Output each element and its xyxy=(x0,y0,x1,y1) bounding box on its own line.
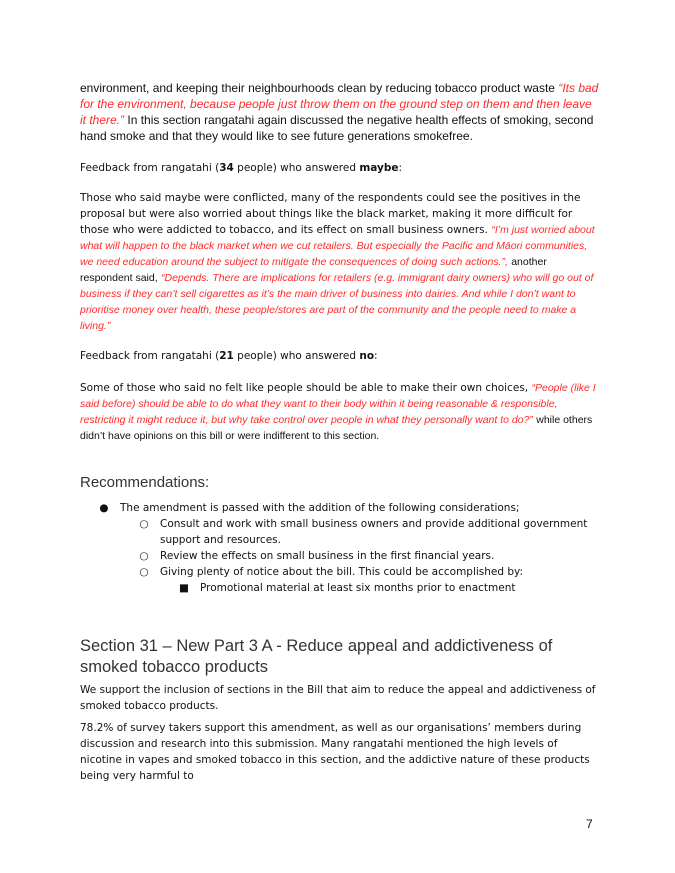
feedback-suffix: : xyxy=(398,162,403,174)
feedback-count: 34 xyxy=(219,162,234,174)
circle-bullet-icon: ○ xyxy=(139,566,149,578)
feedback-answer: maybe xyxy=(359,162,399,174)
list-item xyxy=(96,580,596,596)
list-item xyxy=(96,564,596,580)
section-31-paragraph-2: 78.2% of survey takers support this amendment, as well as our organisations’ members during discussion and research into this submission. Many rangatahi mentioned the high levels of nicotine in vapes and smoked tobacco in this section, and the addictive nature of these products being very harmful to xyxy=(80,722,590,782)
recommendations-list xyxy=(96,500,596,596)
paragraph-environment xyxy=(80,80,600,144)
paragraph-text: environment, and keeping their neighbourhoods clean by reducing tobacco product waste xyxy=(80,81,555,95)
list-item xyxy=(96,500,596,516)
page-number: 7 xyxy=(586,817,593,831)
feedback-prefix: Feedback from rangatahi ( xyxy=(80,350,220,362)
list-item xyxy=(96,548,596,564)
feedback-answer: no xyxy=(359,350,375,362)
circle-bullet-icon: ○ xyxy=(139,518,149,530)
feedback-prefix: Feedback from rangatahi ( xyxy=(80,162,220,174)
list-item-text: The amendment is passed with the addition of the following considerations; xyxy=(120,502,520,514)
list-item-text: Consult and work with small business owners and provide additional government support and resources. xyxy=(160,518,588,546)
paragraph-maybe xyxy=(80,190,600,334)
feedback-maybe-heading xyxy=(80,160,600,176)
paragraph-text: Those who said maybe were conflicted, many of the respondents could see the positives in the proposal but were also worried about things like the black market, making it more difficult for those who were addicted to tobacco, and its effect on small business owners. xyxy=(80,192,581,236)
section-31-paragraph-1: We support the inclusion of sections in the Bill that aim to reduce the appeal and addictiveness of smoked tobacco products. xyxy=(80,684,596,712)
list-item-text: Review the effects on small business in the first financial years. xyxy=(160,550,495,562)
list-item xyxy=(96,516,596,548)
bullet-icon: ● xyxy=(99,502,109,514)
feedback-mid: people) who answered xyxy=(233,162,360,174)
feedback-no-heading xyxy=(80,348,600,364)
quote-environment: “Its bad for the environment, because people just throw them on the ground step on them and then leave it there.” xyxy=(80,81,599,127)
section-31-heading: Section 31 – New Part 3 A - Reduce appeal and addictiveness of smoked tobacco products xyxy=(80,637,553,676)
paragraph-text-tail: while others didn’t have opinions on this bill or were indifferent to this section. xyxy=(80,414,593,442)
quote-black-market: “I’m just worried about what will happen to the black market when we cut retailers. But especially the Pacific and Māori communities, we need education around the subject to mitigate the consequences of doing such actions.”, xyxy=(80,224,595,268)
square-bullet-icon: ■ xyxy=(179,582,189,594)
list-item-text: Promotional material at least six months prior to enactment xyxy=(200,582,516,594)
feedback-suffix: : xyxy=(374,350,378,362)
quote-retailers: “Depends. There are implications for retailers (e.g. immigrant dairy owners) who will go out of business if they can’t sell cigarettes as it’s the main driver of business into dairies. And while I don’t want to prioritise money over health, these people/stores are part of the community and the people need to make a living.” xyxy=(80,272,594,332)
paragraph-text-tail: In this section rangatahi again discussed the negative health effects of smoking, second hand smoke and that they would like to see future generations smokefree. xyxy=(80,113,594,143)
paragraph-no xyxy=(80,380,600,444)
paragraph-text: Some of those who said no felt like people should be able to make their own choices, xyxy=(80,382,529,394)
recommendations-heading: Recommendations: xyxy=(80,474,210,491)
list-item-text: Giving plenty of notice about the bill. This could be accomplished by: xyxy=(160,566,524,578)
feedback-mid: people) who answered xyxy=(233,350,360,362)
circle-bullet-icon: ○ xyxy=(139,550,149,562)
quote-choices: “People (like I said before) should be able to do what they want to their body within it being reasonable & responsible, restricting it might reduce it, but why take control over people in what they personally want to do?” xyxy=(80,382,596,426)
feedback-count: 21 xyxy=(219,350,234,362)
paragraph-mid: another respondent said, xyxy=(80,256,547,284)
